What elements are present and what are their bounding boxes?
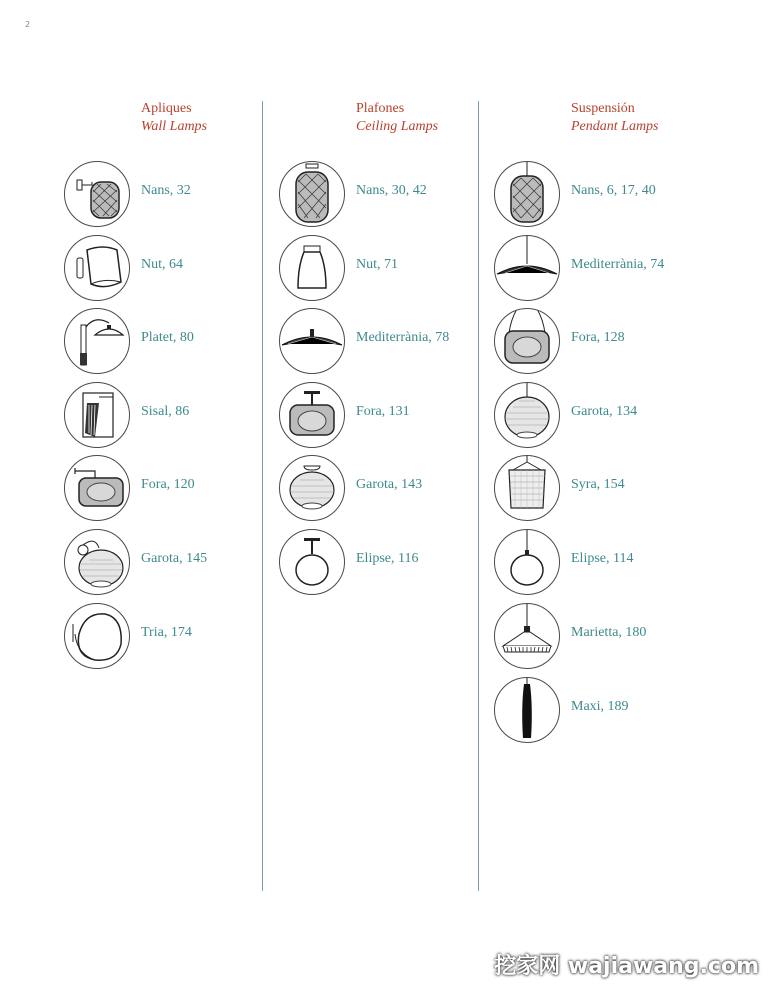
catalog-item[interactable] [494, 161, 709, 229]
mediterrania-pendant-lamp-icon [494, 235, 560, 301]
fora-ceiling-lamp-icon [279, 382, 345, 448]
catalog-item[interactable] [64, 235, 279, 303]
sisal-wall-lamp-icon [64, 382, 130, 448]
syra-pendant-lamp-icon [494, 455, 560, 521]
tria-wall-lamp-icon [64, 603, 130, 669]
catalog-item[interactable] [494, 603, 709, 671]
catalog-item[interactable] [279, 529, 494, 597]
catalog-item[interactable] [279, 455, 494, 523]
catalog-item[interactable] [494, 235, 709, 303]
elipse-pendant-lamp-icon [494, 529, 560, 595]
page-number: 2 [25, 20, 31, 29]
item-label: Garota, 134 [571, 404, 638, 419]
item-label: Mediterrània, 74 [571, 257, 665, 272]
item-label: Garota, 143 [356, 477, 423, 492]
heading-english: Pendant Lamps [571, 119, 659, 134]
catalog-item[interactable] [494, 677, 709, 745]
ceiling-lamps-column [279, 0, 494, 992]
garota-pendant-lamp-icon [494, 382, 560, 448]
column-heading [356, 100, 438, 136]
watermark: 挖家网 wajiawang.com [494, 954, 759, 979]
item-label: Nut, 71 [356, 257, 398, 272]
catalog-item[interactable] [64, 382, 279, 450]
pendant-lamps-column [494, 0, 709, 992]
catalog-item[interactable] [279, 235, 494, 303]
item-label: Platet, 80 [141, 330, 194, 345]
nut-ceiling-lamp-icon [279, 235, 345, 301]
item-label: Fora, 131 [356, 404, 410, 419]
fora-pendant-lamp-icon [494, 308, 560, 374]
item-label: Fora, 128 [571, 330, 625, 345]
nans-wall-lamp-icon [64, 161, 130, 227]
catalog-item[interactable] [64, 529, 279, 597]
heading-english: Wall Lamps [141, 119, 208, 134]
item-label: Marietta, 180 [571, 625, 647, 640]
catalog-item[interactable] [494, 529, 709, 597]
column-heading [571, 100, 659, 136]
item-label: Nans, 32 [141, 183, 191, 198]
catalog-item[interactable] [279, 382, 494, 450]
catalog-item[interactable] [494, 382, 709, 450]
item-label: Nut, 64 [141, 257, 183, 272]
item-label: Mediterrània, 78 [356, 330, 450, 345]
catalog-item[interactable] [64, 308, 279, 376]
nans-pendant-lamp-icon [494, 161, 560, 227]
heading-english: Ceiling Lamps [356, 119, 439, 134]
catalog-item[interactable] [64, 161, 279, 229]
item-label: Elipse, 114 [571, 551, 634, 566]
catalog-item[interactable] [494, 455, 709, 523]
catalog-item[interactable] [64, 455, 279, 523]
item-label: Elipse, 116 [356, 551, 419, 566]
heading-spanish: Plafones [356, 101, 405, 116]
catalog-item[interactable] [64, 603, 279, 671]
catalog-item[interactable] [279, 161, 494, 229]
marietta-pendant-lamp-icon [494, 603, 560, 669]
column-heading [141, 100, 207, 136]
fora-wall-lamp-icon [64, 455, 130, 521]
catalog-item[interactable] [494, 308, 709, 376]
platet-wall-lamp-icon [64, 308, 130, 374]
maxi-pendant-lamp-icon [494, 677, 560, 743]
item-label: Nans, 6, 17, 40 [571, 183, 656, 198]
item-label: Sisal, 86 [141, 404, 190, 419]
item-label: Tria, 174 [141, 625, 192, 640]
garota-wall-lamp-icon [64, 529, 130, 595]
item-label: Fora, 120 [141, 477, 195, 492]
wall-lamps-column [64, 0, 279, 992]
item-label: Syra, 154 [571, 477, 625, 492]
item-label: Nans, 30, 42 [356, 183, 427, 198]
mediterrania-ceiling-lamp-icon [279, 308, 345, 374]
elipse-ceiling-lamp-icon [279, 529, 345, 595]
item-label: Garota, 145 [141, 551, 208, 566]
heading-spanish: Apliques [141, 101, 192, 116]
garota-ceiling-lamp-icon [279, 455, 345, 521]
nans-ceiling-lamp-icon [279, 161, 345, 227]
item-label: Maxi, 189 [571, 699, 629, 714]
catalog-item[interactable] [279, 308, 494, 376]
heading-spanish: Suspensión [571, 101, 635, 116]
nut-wall-lamp-icon [64, 235, 130, 301]
